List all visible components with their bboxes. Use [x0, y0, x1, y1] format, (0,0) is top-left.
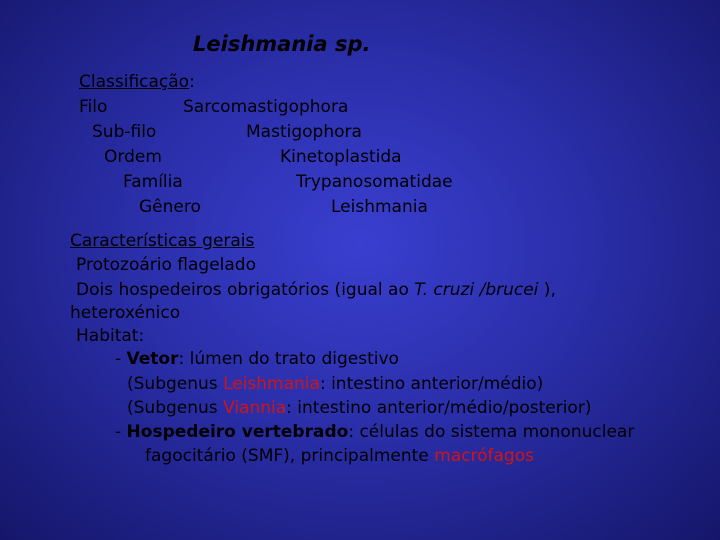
char-line-heteroxenico: heteroxénico [70, 303, 181, 323]
rank-subfilo: Sub-filo [92, 122, 157, 142]
taxon-genero: Leishmania [331, 197, 428, 217]
classification-heading-text: Classificação [79, 72, 190, 92]
char-line-protozoario: Protozoário flagelado [76, 255, 257, 275]
rank-filo: Filo [79, 97, 108, 117]
vetor-line [115, 351, 399, 368]
classification-colon: : [189, 72, 195, 92]
hospedeiro-text: : células do sistema mononuclear [348, 422, 635, 442]
species-italic: T. cruzi /brucei [414, 280, 539, 300]
hospedeiros-end: ), [538, 280, 556, 300]
subgenus-leishmania-name: Leishmania [223, 374, 320, 394]
characteristics-heading: Características gerais [70, 231, 255, 251]
hospedeiro-2-text: fagocitário (SMF), principalmente [145, 446, 435, 466]
hospedeiro-line [115, 424, 634, 441]
rank-familia: Família [123, 172, 183, 192]
hospedeiro-line-2 [145, 448, 534, 465]
rank-ordem: Ordem [104, 147, 162, 167]
subgenus-pre: (Subgenus [127, 398, 224, 418]
taxon-ordem: Kinetoplastida [280, 147, 402, 167]
subgenus-leishmania-line [127, 376, 543, 393]
vetor-text: : lúmen do trato digestivo [178, 349, 399, 369]
taxon-familia: Trypanosomatidae [296, 172, 453, 192]
taxon-filo: Sarcomastigophora [183, 97, 349, 117]
hospedeiro-label: Hospedeiro vertebrado [126, 422, 349, 442]
slide-title: Leishmania sp. [193, 32, 371, 56]
char-line-habitat: Habitat: [76, 326, 145, 346]
subgenus-post: : intestino anterior/médio) [319, 374, 544, 394]
rank-genero: Gênero [139, 197, 201, 217]
subgenus-pre: (Subgenus [127, 374, 224, 394]
hospedeiros-text: Dois hospedeiros obrigatórios (igual ao [76, 280, 415, 300]
vetor-label: Vetor [126, 349, 179, 369]
taxon-subfilo: Mastigophora [246, 122, 362, 142]
subgenus-viannia-line [127, 400, 591, 417]
subgenus-post: : intestino anterior/médio/posterior) [286, 398, 592, 418]
subgenus-viannia-name: Viannia [223, 398, 287, 418]
hospedeiro-dash: - [115, 422, 127, 442]
classification-heading [79, 74, 195, 91]
macrofagos-word: macrófagos [434, 446, 534, 466]
char-line-hospedeiros [76, 282, 556, 299]
vetor-dash: - [115, 349, 127, 369]
